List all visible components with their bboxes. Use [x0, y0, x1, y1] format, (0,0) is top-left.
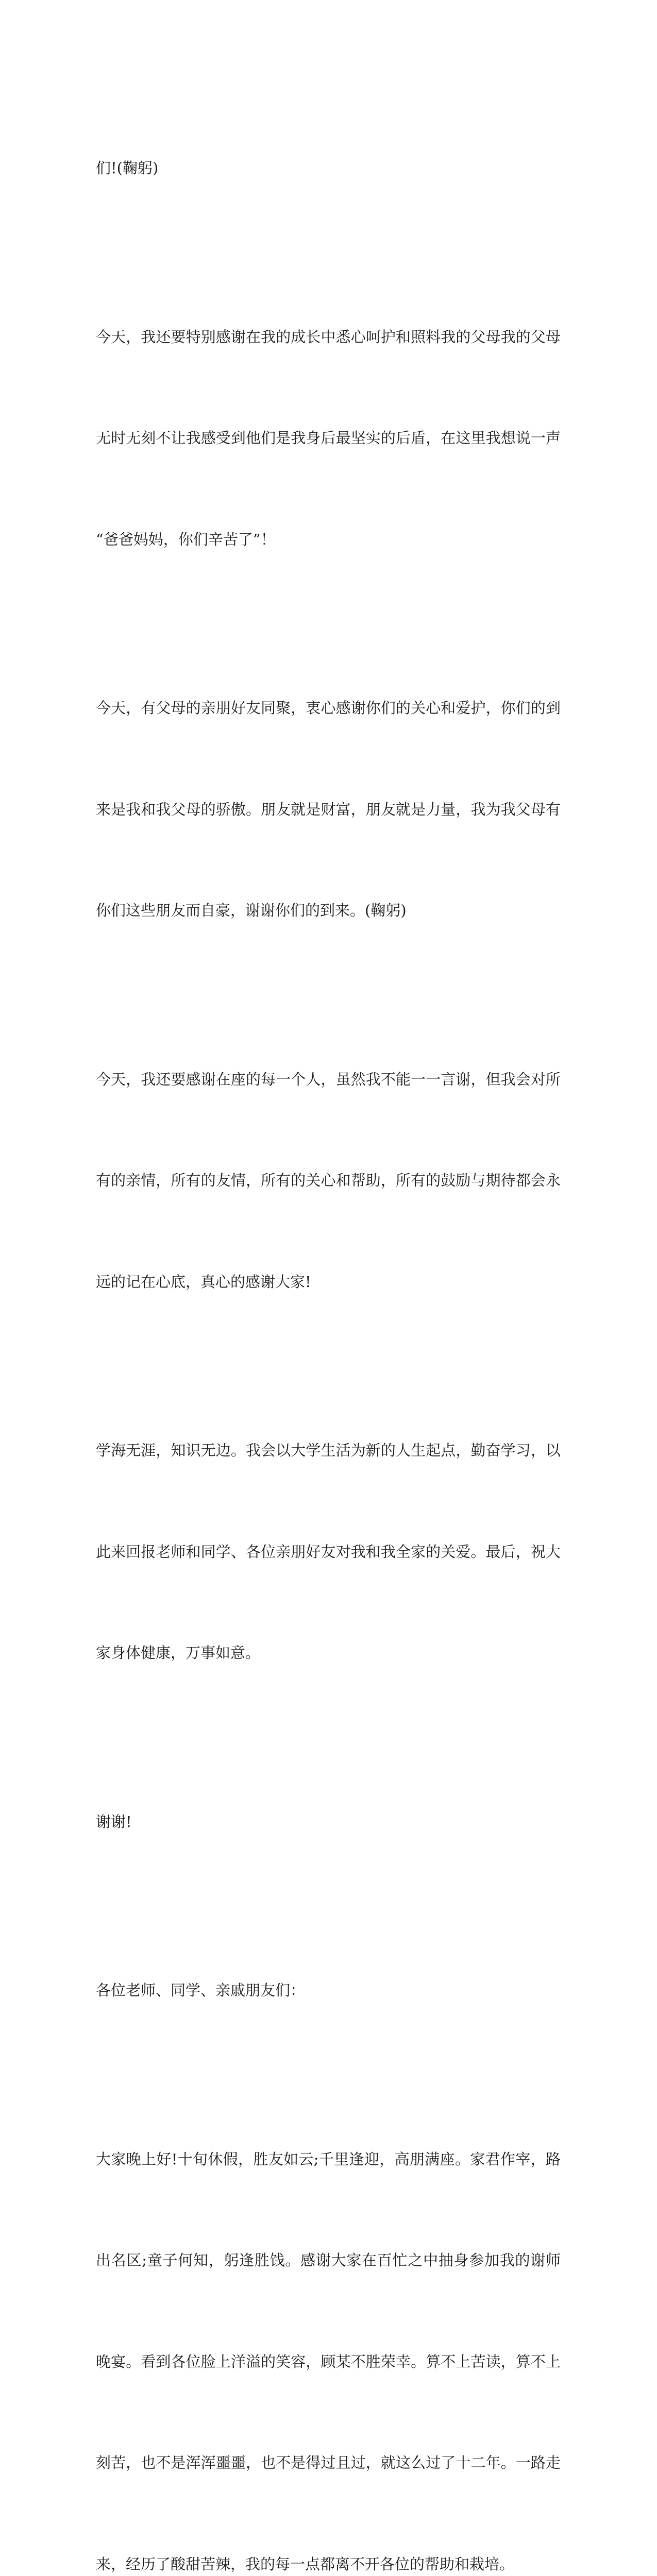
text-line: 远的记在心底，真心的感谢大家! [96, 1265, 561, 1299]
text-line: 今天，我还要特别感谢在我的成长中悉心呵护和照料我的父母我的父母 [96, 320, 561, 354]
paragraph-thanks-everyone [96, 995, 561, 1367]
paragraph-salutation [96, 1906, 561, 2075]
text-line: 大家晚上好!十旬休假，胜友如云;千里逢迎，高朋满座。家君作宰，路 [96, 2143, 561, 2177]
text-line: 有的亲情，所有的友情，所有的关心和帮助，所有的鼓励与期待都会永 [96, 1164, 561, 1198]
document-body [96, 84, 561, 2576]
text-line: 各位老师、同学、亲戚朋友们： [96, 1974, 561, 2008]
text-line: 学海无涯，知识无边。我会以大学生活为新的人生起点，勤奋学习，以 [96, 1434, 561, 1468]
text-line: 刻苦，也不是浑浑噩噩，也不是得过且过，就这么过了十二年。一路走 [96, 2446, 561, 2480]
text-line: 晚宴。看到各位脸上洋溢的笑容，顾某不胜荣幸。算不上苦读，算不上 [96, 2345, 561, 2379]
document-page [0, 0, 657, 850]
paragraph-banquet-speech [96, 2075, 561, 2576]
text-line: 谢谢! [96, 1805, 561, 1839]
text-line: 来是我和我父母的骄傲。朋友就是财富，朋友就是力量，我为我父母有 [96, 793, 561, 827]
text-line: 来，经历了酸甜苦辣，我的每一点都离不开各位的帮助和栽培。 [96, 2548, 561, 2576]
text-line: 今天，我还要感谢在座的每一个人，虽然我不能一一言谢，但我会对所 [96, 1063, 561, 1097]
text-line: 今天，有父母的亲朋好友同聚，衷心感谢你们的关心和爱护，你们的到 [96, 691, 561, 725]
text-line: 你们这些朋友而自豪，谢谢你们的到来。(鞠躬) [96, 894, 561, 928]
text-line: 家身体健康，万事如意。 [96, 1636, 561, 1670]
paragraph-future-study [96, 1366, 561, 1738]
paragraph-thanks-friends [96, 624, 561, 995]
text-line: 出名区;童子何知，躬逢胜饯。感谢大家在百忙之中抽身参加我的谢师 [96, 2244, 561, 2278]
paragraph-thanks-parents [96, 253, 561, 624]
text-line: “爸爸妈妈，你们辛苦了”！ [96, 523, 561, 557]
paragraph-thank-you [96, 1738, 561, 1907]
text-line: 此来回报老师和同学、各位亲朋好友对我和我全家的关爱。最后，祝大 [96, 1535, 561, 1569]
text-line: 们!(鞠躬) [96, 151, 561, 185]
paragraph-bow-closing [96, 84, 561, 253]
text-line: 无时无刻不让我感受到他们是我身后最坚实的后盾，在这里我想说一声 [96, 421, 561, 455]
